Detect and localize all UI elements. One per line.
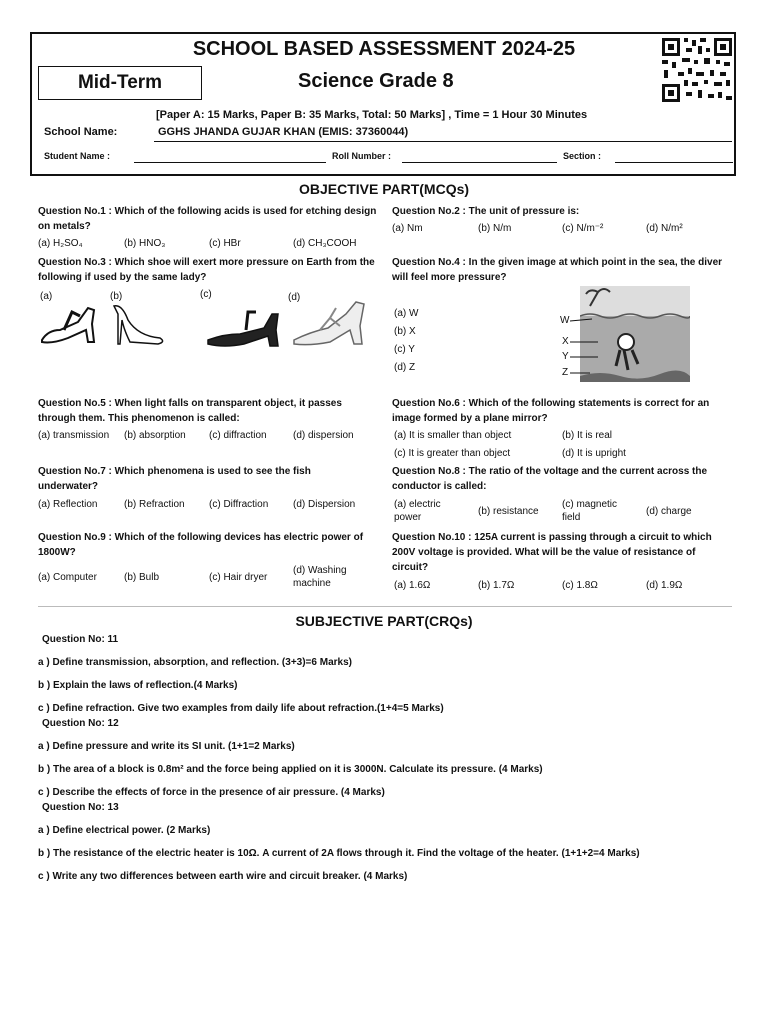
q5-option-d[interactable]: (d) dispersion bbox=[293, 430, 354, 441]
school-name-label: School Name: bbox=[44, 126, 118, 138]
q4-option-a[interactable]: (a) W bbox=[394, 308, 419, 319]
crq-12a: a ) Define pressure and write its SI unit. (1+1=2 Marks) bbox=[38, 741, 295, 752]
q9-option-b[interactable]: (b) Bulb bbox=[124, 572, 160, 583]
question-2: Question No.2 : The unit of pressure is: bbox=[392, 206, 580, 217]
q6-option-a[interactable]: (a) It is smaller than object bbox=[394, 430, 512, 441]
q2-option-c[interactable]: (c) N/m⁻² bbox=[562, 223, 604, 234]
crq-12c: c ) Describe the effects of force in the presence of air pressure. (4 Marks) bbox=[38, 787, 385, 798]
q9-option-a[interactable]: (a) Computer bbox=[38, 572, 97, 583]
q8-option-b[interactable]: (b) resistance bbox=[478, 506, 539, 517]
q1-option-d[interactable]: (d) CH₃COOH bbox=[293, 238, 357, 249]
q6-option-b[interactable]: (b) It is real bbox=[562, 430, 613, 441]
q2-option-d[interactable]: (d) N/m² bbox=[646, 223, 683, 234]
q10-option-c[interactable]: (c) 1.8Ω bbox=[562, 580, 598, 591]
q10-option-d[interactable]: (d) 1.9Ω bbox=[646, 580, 683, 591]
paper-info: [Paper A: 15 Marks, Paper B: 35 Marks, Total: 50 Marks] , Time = 1 Hour 30 Minutes bbox=[156, 109, 588, 121]
question-9: Question No.9 : Which of the following devices has electric power of 1800W? bbox=[38, 532, 364, 558]
q7-option-c[interactable]: (c) Diffraction bbox=[209, 499, 269, 510]
q3-label-c: (c) bbox=[200, 289, 212, 300]
q4-option-d[interactable]: (d) Z bbox=[394, 362, 416, 373]
q8-option-d[interactable]: (d) charge bbox=[646, 506, 692, 517]
objective-title: OBJECTIVE PART(MCQs) bbox=[298, 181, 470, 197]
crq-question-13: Question No: 13 bbox=[42, 802, 119, 813]
student-name-field[interactable] bbox=[134, 162, 326, 163]
subject-title: Science Grade 8 bbox=[298, 70, 454, 92]
roll-number-label: Roll Number : bbox=[332, 151, 392, 161]
crq-12b: b ) The area of a block is 0.8m² and the force being applied on it is 3000N. Calculate its pressure. (4 Marks) bbox=[38, 764, 543, 775]
crq-question-11: Question No: 11 bbox=[42, 634, 119, 645]
crq-13a: a ) Define electrical power. (2 Marks) bbox=[38, 825, 211, 836]
question-8: Question No.8 : The ratio of the voltage and the current across the conductor is called: bbox=[392, 466, 708, 492]
question-3: Question No.3 : Which shoe will exert more pressure on Earth from the following if used by the same lady? bbox=[38, 257, 375, 283]
crq-11b: b ) Explain the laws of reflection.(4 Marks) bbox=[38, 680, 238, 691]
q10-option-a[interactable]: (a) 1.6Ω bbox=[394, 580, 431, 591]
crq-11c: c ) Define refraction. Give two examples from daily life about refraction.(1+4=5 Marks) bbox=[38, 703, 444, 714]
question-4: Question No.4 : In the given image at which point in the sea, the diver will feel more pressure? bbox=[392, 257, 723, 283]
q3-label-d: (d) bbox=[288, 292, 301, 303]
q6-option-d[interactable]: (d) It is upright bbox=[562, 448, 626, 459]
q1-option-a[interactable]: (a) H₂SO₄ bbox=[38, 238, 83, 249]
crq-13c: c ) Write any two differences between earth wire and circuit breaker. (4 Marks) bbox=[38, 871, 408, 882]
pointer-arrows bbox=[570, 314, 600, 378]
q7-option-b[interactable]: (b) Refraction bbox=[124, 499, 185, 510]
sea-point-w: W bbox=[560, 315, 570, 326]
roll-number-field[interactable] bbox=[402, 162, 557, 163]
q1-option-b[interactable]: (b) HNO₃ bbox=[124, 238, 166, 249]
q7-option-d[interactable]: (d) Dispersion bbox=[293, 499, 356, 510]
q9-option-c[interactable]: (c) Hair dryer bbox=[209, 572, 268, 583]
q8-option-a[interactable]: (a) electric power bbox=[394, 499, 441, 523]
q5-option-b[interactable]: (b) absorption bbox=[124, 430, 186, 441]
sea-point-z: Z bbox=[562, 367, 569, 378]
q4-option-c[interactable]: (c) Y bbox=[394, 344, 415, 355]
assessment-title: SCHOOL BASED ASSESSMENT 2024-25 bbox=[192, 38, 576, 60]
section-divider bbox=[38, 606, 732, 607]
shoe-a-icon[interactable] bbox=[38, 300, 98, 348]
shoe-b-icon[interactable] bbox=[108, 300, 168, 348]
question-10: Question No.10 : 125A current is passing through a circuit to which 200V voltage is provided. What will be the value of resistance of circuit? bbox=[392, 532, 712, 573]
student-name-label: Student Name : bbox=[44, 151, 111, 161]
school-name-underline bbox=[154, 141, 732, 142]
q9-option-d[interactable]: (d) Washing machine bbox=[293, 565, 347, 589]
q3-label-a: (a) bbox=[40, 291, 53, 302]
question-6: Question No.6 : Which of the following statements is correct for an image formed by a plane mirror? bbox=[392, 398, 710, 424]
term-badge: Mid-Term bbox=[38, 66, 202, 100]
crq-13b: b ) The resistance of the electric heater is 10Ω. A current of 2A flows through it. Find the voltage of the heater. (1+1+2=4 Marks) bbox=[38, 848, 640, 859]
q4-option-b[interactable]: (b) X bbox=[394, 326, 416, 337]
section-field[interactable] bbox=[615, 162, 733, 163]
q5-option-a[interactable]: (a) transmission bbox=[38, 430, 110, 441]
subjective-title: SUBJECTIVE PART(CRQs) bbox=[295, 613, 473, 629]
question-1: Question No.1 : Which of the following acids is used for etching design on metals? bbox=[38, 206, 377, 232]
crq-question-12: Question No: 12 bbox=[42, 718, 119, 729]
q10-option-b[interactable]: (b) 1.7Ω bbox=[478, 580, 515, 591]
q3-label-b: (b) bbox=[110, 291, 123, 302]
q1-option-c[interactable]: (c) HBr bbox=[209, 238, 241, 249]
section-label: Section : bbox=[563, 151, 602, 161]
q8-option-c[interactable]: (c) magnetic field bbox=[562, 499, 618, 523]
crq-11a: a ) Define transmission, absorption, and reflection. (3+3)=6 Marks) bbox=[38, 657, 352, 668]
q7-option-a[interactable]: (a) Reflection bbox=[38, 499, 98, 510]
shoe-c-icon[interactable] bbox=[204, 304, 284, 348]
question-7: Question No.7 : Which phenomena is used to see the fish underwater? bbox=[38, 466, 311, 492]
q2-option-b[interactable]: (b) N/m bbox=[478, 223, 512, 234]
shoe-d-icon[interactable] bbox=[290, 296, 370, 348]
question-5: Question No.5 : When light falls on transparent object, it passes through them. This phenomenon is called: bbox=[38, 398, 342, 424]
sea-point-y: Y bbox=[562, 351, 569, 362]
q5-option-c[interactable]: (c) diffraction bbox=[209, 430, 267, 441]
q2-option-a[interactable]: (a) Nm bbox=[392, 223, 423, 234]
school-name: GGHS JHANDA GUJAR KHAN (EMIS: 37360044) bbox=[158, 126, 409, 138]
sea-point-x: X bbox=[562, 336, 569, 347]
qr-code-icon bbox=[660, 36, 734, 104]
q6-option-c[interactable]: (c) It is greater than object bbox=[394, 448, 511, 459]
